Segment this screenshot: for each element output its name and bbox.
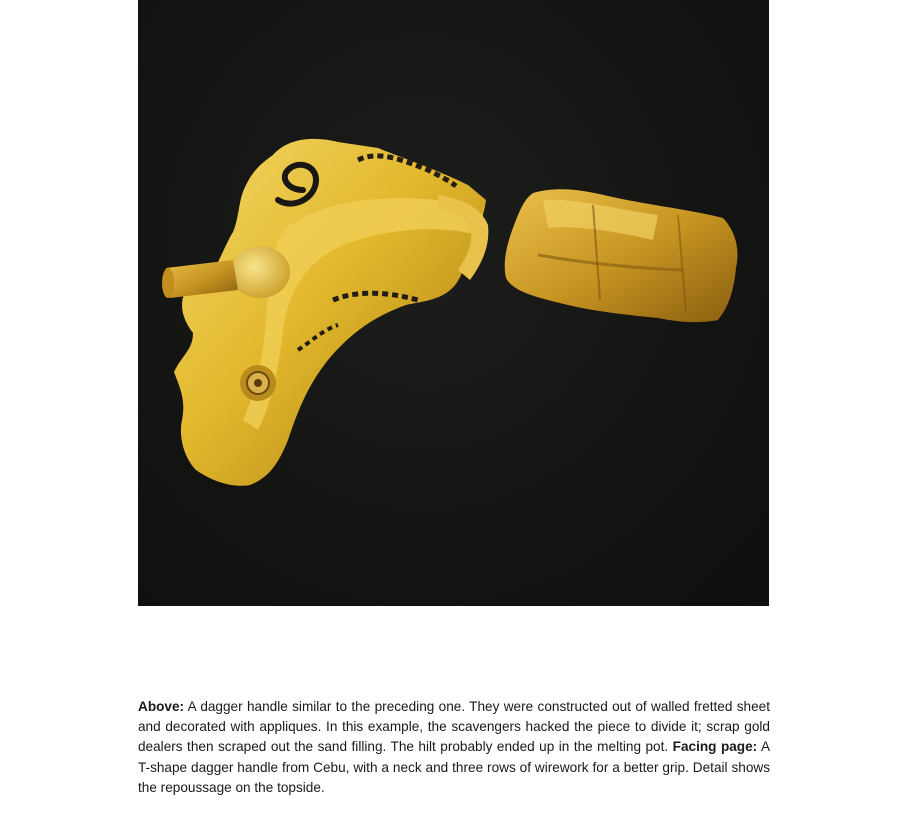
caption-facing-label: Facing page: <box>672 739 758 755</box>
photo-caption <box>138 697 770 798</box>
gold-dagger-handle-image <box>138 0 769 606</box>
handle-fragment-left <box>162 139 488 486</box>
artifact-photo <box>138 0 769 606</box>
caption-above-label: Above: <box>138 699 185 714</box>
handle-fragment-right <box>505 189 738 322</box>
caption-facing-text: A T-shape dagger handle from Cebu, with a neck and three rows of wirework for a better grip. Detail shows the repoussage on the topside. <box>138 739 771 795</box>
caption-above-text: A dagger handle similar to the preceding one. They were constructed out of walled fretted sheet and decorated with appliques. In this example, the scavengers hacked the piece to divide it; scrap gold dealers then scraped out the sand filling. The hilt probably ended up in the melting pot. <box>138 699 771 755</box>
